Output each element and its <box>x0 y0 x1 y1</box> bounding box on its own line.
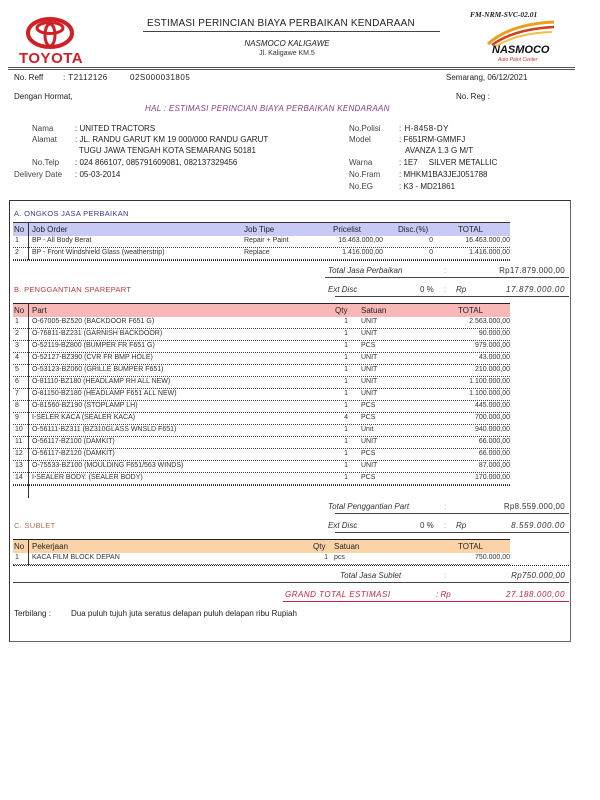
col-satuan: Satuan <box>334 542 360 551</box>
ref-value: : T2112126 <box>63 73 108 82</box>
table-row: 2 BP - Front Windshield Glass (weatherstrip) Replace 1.416.000,00 0 1.416.000,00 <box>13 248 510 260</box>
table-row: 1 O-67005-BZ520 (BACKDOOR F651 G) 1 UNIT 2.563.000,00 <box>13 317 510 329</box>
table-row: 3 O-52119-BZ800 (BUMPER FR F651 G) 1 PCS 979.000,00 <box>13 341 510 353</box>
table-row: 1 KACA FILM BLOCK DEPAN 1 pcs 750.000,00 <box>13 553 510 565</box>
model-name: AVANZA 1.3 G M/T <box>405 146 474 155</box>
table-row: 4 O-52127-BZ390 (CVR FR BMP HOLE) 1 UNIT 43.000,00 <box>13 353 510 365</box>
table-row: 6 O-81110-BZ180 (HEADLAMP RH ALL NEW) 1 UNIT 1.100.000,00 <box>13 377 510 389</box>
col-job-tipe: Job Tipe <box>244 225 275 234</box>
total-part-value: Rp8.559.000,00 <box>503 502 565 511</box>
city-date: Semarang, 06/12/2021 <box>446 73 528 82</box>
table-row: 13 O-75533-BZ100 (MOULDING F651/563 WINDS) 1 UNIT 87.000,00 <box>13 461 510 473</box>
col-total: TOTAL <box>458 542 484 551</box>
total-jasa-value: Rp17.879.000,00 <box>499 266 565 275</box>
nama-value: : UNITED TRACTORS <box>75 124 156 133</box>
col-total: TOTAL <box>458 306 484 315</box>
col-satuan: Satuan <box>361 306 387 315</box>
col-total: TOTAL <box>458 225 484 234</box>
document-title: ESTIMASI PERINCIAN BIAYA PERBAIKAN KENDARAAN <box>147 18 415 29</box>
ref-code: 02S000031805 <box>130 73 191 82</box>
col-qty: Qty <box>313 542 326 551</box>
dealer-address: Jl. Kaligawe KM.5 <box>259 50 315 57</box>
alamat-label: Alamat <box>32 135 57 144</box>
total-sublet-value: Rp750.000,00 <box>511 571 565 580</box>
col-qty: Qty <box>335 306 348 315</box>
table-row: 5 O-53123-BZ060 (GRILLE BUMPER F651) 1 UNIT 210.000,00 <box>13 365 510 377</box>
polisi-value: : H-8458-DY <box>399 124 449 133</box>
terbilang-label: Terbilang : <box>14 609 51 618</box>
nama-label: Nama <box>32 124 54 133</box>
col-pekerjaan: Pekerjaan <box>32 542 69 551</box>
no-reg-label: No. Reg : <box>456 92 490 101</box>
section-b-title: B. PENGGANTIAN SPAREPART <box>14 285 132 294</box>
col-disc: Disc.(%) <box>398 225 429 234</box>
col-part: Part <box>32 306 47 315</box>
toyota-logo-text: TOYOTA <box>19 50 84 67</box>
alamat-line1: : JL. RANDU GARUT KM 19 000/000 RANDU GARUT <box>75 135 269 144</box>
header-divider <box>8 67 575 70</box>
col-job-order: Job Order <box>32 225 68 234</box>
fram-value: : MHKM1BA3JEJ051788 <box>399 170 488 179</box>
eg-label: No.EG <box>349 182 374 191</box>
table-row: 11 O-56117-BZ100 (DAMKIT) 1 UNIT 66.000,00 <box>13 437 510 449</box>
terbilang-value: Dua puluh tujuh juta seratus delapan puluh delapan ribu Rupiah <box>71 609 297 618</box>
telp-label: No.Telp <box>32 158 60 167</box>
ref-label: No. Reff <box>14 73 44 82</box>
model-value: : F651RM-GMMFJ <box>399 135 466 144</box>
subject-line: HAL : ESTIMASI PERINCIAN BIAYA PERBAIKAN KENDARAAN <box>145 104 390 113</box>
toyota-logo <box>19 16 84 70</box>
dealer-name: NASMOCO KALIGAWE <box>244 39 330 48</box>
fram-label: No.Fram <box>349 170 381 179</box>
nasmoco-logo-text: NASMOCO <box>492 44 550 56</box>
alamat-line2: TUGU JAWA TENGAH KOTA SEMARANG 50181 <box>79 146 256 155</box>
section-c-title: C. SUBLET <box>14 521 56 530</box>
section-b-table-header <box>13 303 510 317</box>
ext-disc-a-label: Ext Disc <box>328 285 358 294</box>
ext-disc-b-label: Ext Disc <box>328 521 358 530</box>
title-underline <box>143 31 440 32</box>
warna-value: : 1E7 SILVER METALLIC <box>399 158 498 167</box>
col-no: No <box>14 306 25 315</box>
total-part-label: Total Penggantian Part <box>328 502 410 511</box>
delivery-value: : 05-03-2014 <box>75 170 121 179</box>
table-row: 10 O-56111-BZ311 (BZ310GLASS WNSLD F651) 1 Unit 940.000,00 <box>13 425 510 437</box>
model-label: Model <box>349 135 371 144</box>
section-c-table-header <box>13 539 510 553</box>
nasmoco-logo <box>480 18 560 64</box>
grand-total-value: 27.188.000,00 <box>506 590 565 599</box>
grand-total-label: GRAND TOTAL ESTIMASI <box>285 590 391 599</box>
section-a-title: A. ONGKOS JASA PERBAIKAN <box>14 209 129 218</box>
total-sublet-label: Total Jasa Sublet <box>340 571 402 580</box>
polisi-label: No.Polisi <box>349 124 381 133</box>
greeting: Dengan Hormat, <box>14 92 73 101</box>
total-jasa-label: Total Jasa Perbaikan <box>328 266 403 275</box>
delivery-label: Delivery Date <box>14 170 63 179</box>
col-pricelist: Pricelist <box>333 225 362 234</box>
table-row: 7 O-81150-BZ180 (HEADLAMP F651 ALL NEW) 1 UNIT 1.100.000,00 <box>13 389 510 401</box>
table-row: 12 O-56117-BZ120 (DAMKIT) 1 PCS 66.000,00 <box>13 449 510 461</box>
table-row: 14 I-SEALER BODY. (SEALER BODY) 1 PCS 170.000,00 <box>13 473 510 485</box>
col-no: No <box>14 225 25 234</box>
table-row: 2 O-76811-BZ231 (GARNISH BACKDOOR) 1 UNIT 90.000,00 <box>13 329 510 341</box>
ext-disc-a-value: 17.879.000.00 <box>506 285 565 294</box>
warna-label: Warna <box>349 158 373 167</box>
col-no: No <box>14 542 25 551</box>
table-row: 1 BP - All Body Berat Repair + Paint 16.463.000,00 0 16.463.000,00 <box>13 236 510 248</box>
telp-value: : 024 866107, 085791609081, 082137329456 <box>75 158 238 167</box>
table-row: 8 O-81560-BZ190 (STOPLAMP LH) 1 PCS 445.000,00 <box>13 401 510 413</box>
eg-value: : K3 - MD21861 <box>399 182 456 191</box>
section-a-table-header <box>13 222 510 236</box>
ext-disc-b-value: 8.559.000.00 <box>511 521 565 530</box>
nasmoco-tagline: Auto Paint Center <box>498 57 538 63</box>
form-code: FM-NRM-SVC-02.01 <box>470 10 538 19</box>
table-row: 9 I-SELER KACA (SEALER KACA) 4 PCS 700.000,00 <box>13 413 510 425</box>
